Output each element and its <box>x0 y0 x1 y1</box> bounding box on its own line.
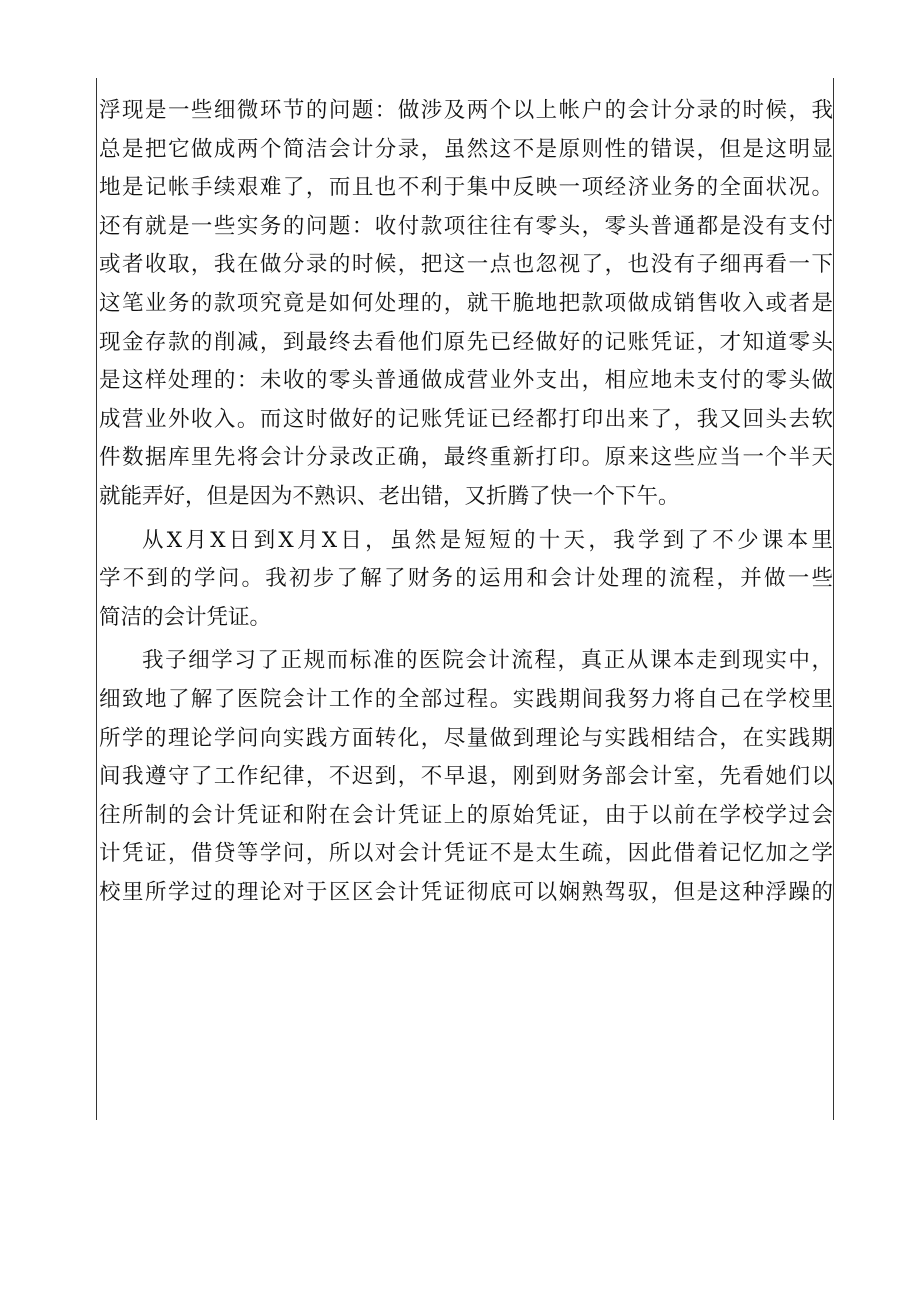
text-line: 现金存款的削减，到最终去看他们原先已经做好的记账凭证，才知道零头 <box>99 329 833 355</box>
text-line: 学不到的学问。我初步了解了财务的运用和会计处理的流程，并做一些 <box>99 566 833 592</box>
text-line: 还有就是一些实务的问题：收付款项往往有零头，零头普通都是没有支付 <box>99 213 833 239</box>
text-line: 就能弄好，但是因为不熟识、老出错，又折腾了快一个下午。 <box>99 483 680 509</box>
document-body <box>99 92 833 912</box>
text-line: 从X月X日到X月X日，虽然是短短的十天，我学到了不少课本里 <box>142 527 833 553</box>
text-line: 所学的理论学问向实践方面转化，尽量做到理论与实践相结合，在实践期 <box>99 725 833 751</box>
text-line: 是这样处理的：未收的零头普通做成营业外支出，相应地未支付的零头做 <box>99 368 833 394</box>
text-line: 件数据库里先将会计分录改正确，最终重新打印。原来这些应当一个半天 <box>99 445 833 471</box>
text-line: 或者收取，我在做分录的时候，把这一点也忽视了，也没有子细再看一下 <box>99 252 833 278</box>
text-line: 这笔业务的款项究竟是如何处理的，就干脆地把款项做成销售收入或者是 <box>99 290 833 316</box>
text-line: 校里所学过的理论对于区区会计凭证彻底可以娴熟驾驭，但是这种浮躁的 <box>99 879 833 905</box>
text-line: 间我遵守了工作纪律，不迟到，不早退，刚到财务部会计室，先看她们以 <box>99 764 833 790</box>
text-line: 细致地了解了医院会计工作的全部过程。实践期间我努力将自己在学校里 <box>99 686 833 712</box>
paragraph-2 <box>99 522 833 638</box>
paragraph-3 <box>99 642 833 912</box>
text-line: 浮现是一些细微环节的问题：做涉及两个以上帐户的会计分录的时候，我 <box>99 98 833 123</box>
text-line: 计凭证，借贷等学问，所以对会计凭证不是太生疏，因此借着记忆加之学 <box>99 841 833 867</box>
text-line: 成营业外收入。而这时做好的记账凭证已经都打印出来了，我又回头去软 <box>99 406 833 432</box>
text-line: 往所制的会计凭证和附在会计凭证上的原始凭证，由于以前在学校学过会 <box>99 802 833 828</box>
text-line: 简洁的会计凭证。 <box>99 604 272 630</box>
text-line: 总是把它做成两个简洁会计分录，虽然这不是原则性的错误，但是这明显 <box>99 136 833 162</box>
paragraph-1 <box>99 92 833 517</box>
text-line: 地是记帐手续艰难了，而且也不利于集中反映一项经济业务的全面状况。 <box>99 175 833 201</box>
text-line: 我子细学习了正规而标准的医院会计流程，真正从课本走到现实中， <box>142 648 833 674</box>
